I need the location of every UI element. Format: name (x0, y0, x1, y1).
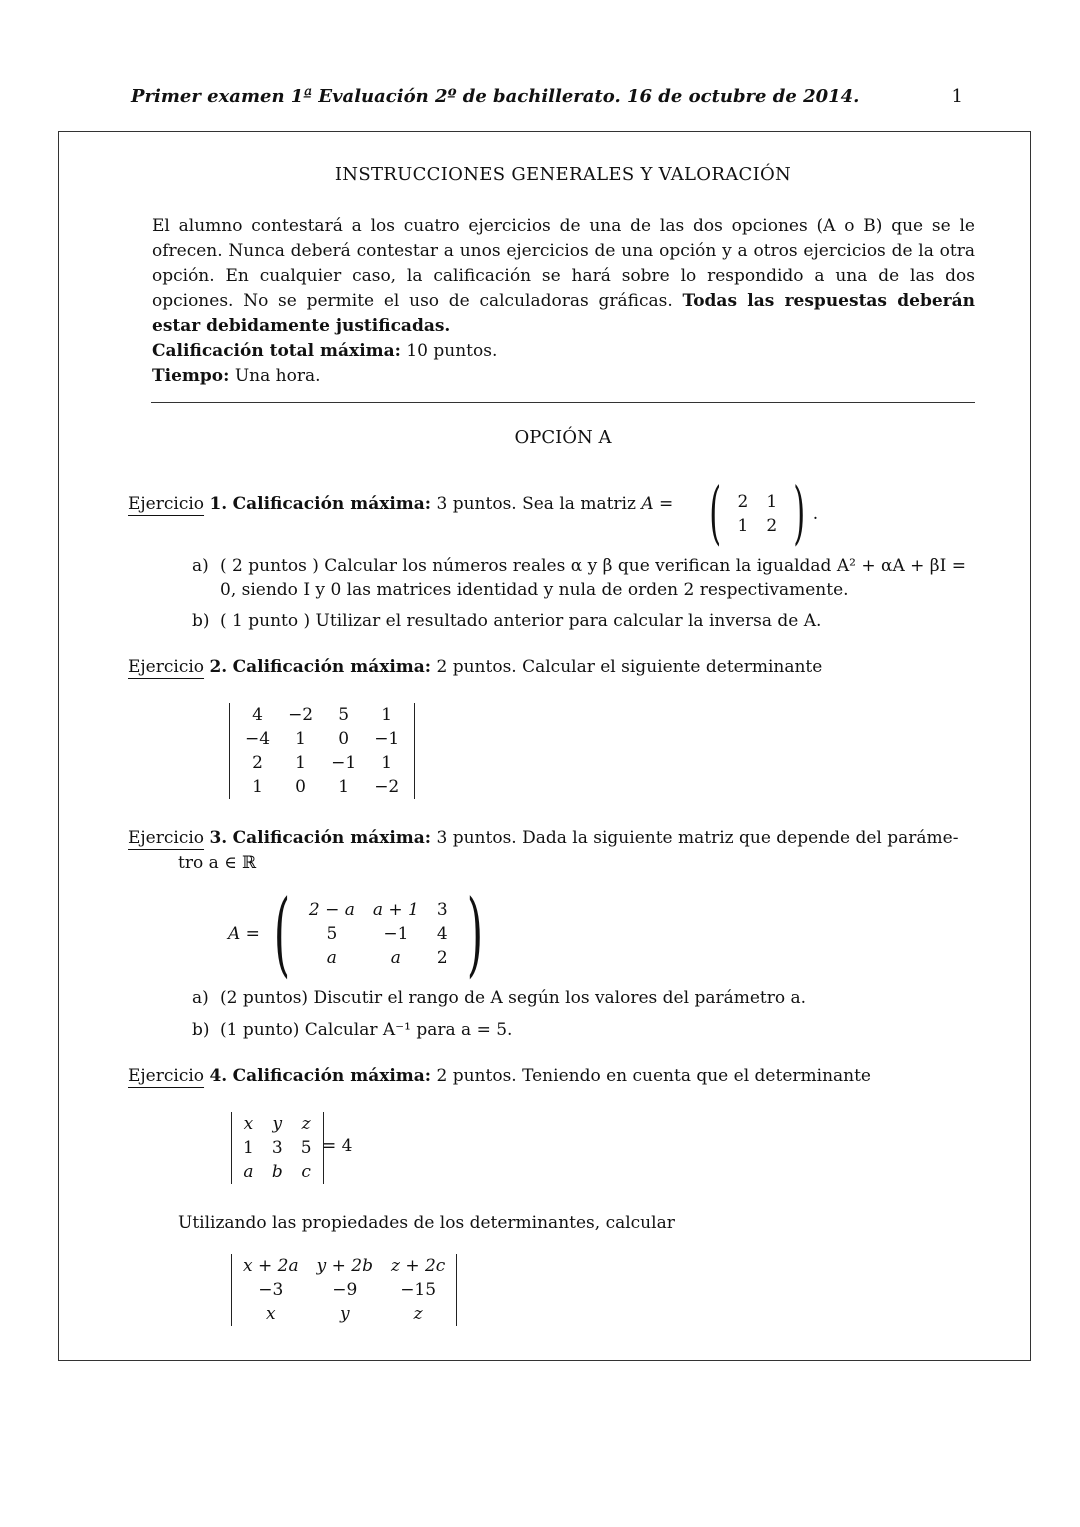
matrix-cell: 2 − a (308, 900, 355, 920)
matrix-cell: −9 (332, 1280, 358, 1300)
matrix-cell: 5 (338, 705, 350, 725)
matrix-cell: −1 (374, 729, 400, 749)
exercise-label: Ejercicio (128, 828, 205, 848)
matrix-cell: −2 (288, 705, 314, 725)
matrix-cell: a (390, 948, 401, 968)
matrix-cell: 3 (271, 1138, 283, 1158)
matrix-cell: 2 (737, 492, 749, 512)
exercise-2-heading (128, 657, 822, 677)
item-tag: a) (192, 988, 209, 1008)
left-paren: ( (273, 880, 290, 987)
exercise-statement: 3 puntos. Dada la siguiente matriz que depende del paráme- (436, 828, 959, 848)
right-paren: ) (793, 474, 806, 553)
matrix-cell: 2 (436, 948, 448, 968)
item-text: (1 punto) Calcular A⁻¹ para a = 5. (220, 1020, 513, 1040)
instructions-title: INSTRUCCIONES GENERALES Y VALORACIÓN (334, 164, 792, 185)
exercise-3-heading (128, 828, 958, 848)
matrix-cell: c (301, 1162, 311, 1182)
exercise-label: Ejercicio (128, 494, 205, 514)
period: . (812, 504, 819, 524)
page-header (131, 86, 963, 107)
matrix-cell: −15 (400, 1280, 437, 1300)
matrix-cell: 1 (252, 777, 263, 797)
option-title: OPCIÓN A (514, 427, 612, 448)
matrix-cell: a (243, 1162, 254, 1182)
matrix-cell: 1 (243, 1138, 254, 1158)
matrix-cell: 4 (436, 924, 448, 944)
matrix-cell: −3 (258, 1280, 284, 1300)
exercise-4-heading (128, 1066, 871, 1086)
matrix-cell: y (272, 1114, 283, 1134)
matrix-cell: 2 (766, 516, 778, 536)
exercise-number: 3. (209, 828, 228, 848)
matrix-cell: 3 (436, 900, 448, 920)
matrix-cell: 0 (295, 777, 306, 797)
matrix-cell: y + 2b (316, 1256, 373, 1276)
exercise-number: 1. (209, 494, 228, 514)
matrix-cell: 0 (338, 729, 350, 749)
exercise-label: Ejercicio (128, 657, 205, 677)
exercise-statement: 3 puntos. Sea la matriz (436, 494, 636, 514)
determinant-ex4 (231, 1112, 324, 1184)
item-text: ( 1 punto ) Utilizar el resultado anterior para calcular la inversa de A. (220, 611, 822, 631)
matrix-A-ex3 (228, 880, 493, 987)
instructions-block (152, 214, 975, 389)
item-tag: a) (192, 556, 209, 576)
exercise-1-heading (128, 494, 673, 514)
divider (151, 402, 975, 403)
matrix-cell: 4 (252, 705, 263, 725)
exercise-statement: 2 puntos. Teniendo en cuenta que el determinante (436, 1066, 871, 1086)
matrix-cell: x (243, 1114, 254, 1134)
matrix-cell: 2 (252, 753, 263, 773)
time-label: Tiempo: (152, 366, 230, 386)
matrix-A-ex1 (702, 474, 819, 553)
item-text: ( 2 puntos ) Calcular los números reales α y β que verifican la igualdad A² + αA + βI = 0, siendo I y 0 las matrices identidad y nula de orden 2 respectivamente. (220, 556, 966, 600)
exercise-1-item-a (192, 554, 977, 602)
determinant-value: = 4 (322, 1136, 353, 1156)
matrix-cell: a + 1 (372, 900, 419, 920)
exercise-number: 2. (209, 657, 228, 677)
matrix-cell: z (413, 1304, 423, 1324)
determinant-ex2 (229, 703, 415, 799)
max-label: Calificación máxima: (232, 657, 432, 677)
instructions-paragraph: El alumno contestará a los cuatro ejercicios de una de las dos opciones (A o B) que se le ofrecen. Nunca deberá contestar a unos ejercicios de una opción y a otros ejercicios de la otra opción. En cualquier caso, la calificación se hará sobre lo respondido a una de las dos opciones. No se permite el uso de calculadoras gráficas. (152, 216, 975, 311)
matrix-cell: 1 (295, 729, 306, 749)
right-paren: ) (466, 880, 483, 987)
exercise-1-item-b (192, 609, 977, 633)
matrix-cell: b (271, 1162, 283, 1182)
max-score-label: Calificación total máxima: (152, 341, 401, 361)
max-label: Calificación máxima: (232, 1066, 432, 1086)
matrix-cell: z (301, 1114, 311, 1134)
item-tag: b) (192, 611, 210, 631)
matrix-cell: 5 (326, 924, 338, 944)
matrix-cell: −1 (383, 924, 409, 944)
item-tag: b) (192, 1020, 210, 1040)
matrix-cell: a (326, 948, 337, 968)
matrix-cell: 1 (295, 753, 306, 773)
matrix-cell: 1 (766, 492, 778, 512)
max-label: Calificación máxima: (232, 828, 432, 848)
matrix-cell: −1 (331, 753, 357, 773)
header-title: Primer examen 1ª Evaluación 2º de bachillerato. 16 de octubre de 2014. (131, 86, 860, 107)
exercise-3-item-a (192, 986, 977, 1010)
exercise-statement: 2 puntos. Calcular el siguiente determinante (436, 657, 823, 677)
matrix-cell: z + 2c (390, 1256, 446, 1276)
exercise-3-statement-cont: tro a ∈ ℝ (178, 853, 257, 873)
matrix-cell: x + 2a (243, 1256, 299, 1276)
matrix-name: A = (641, 494, 674, 514)
matrix-cell: −4 (245, 729, 271, 749)
instructions-bold-note: Todas las respuestas deberán estar debidamente justificadas. (152, 291, 976, 336)
matrix-cell: y (339, 1304, 350, 1324)
time-value: Una hora. (234, 366, 321, 386)
determinant-ex4-target (231, 1254, 457, 1326)
item-text: (2 puntos) Discutir el rango de A según los valores del parámetro a. (220, 988, 807, 1008)
matrix-cell: 1 (381, 705, 393, 725)
matrix-cell: −2 (374, 777, 400, 797)
matrix-cell: 1 (338, 777, 350, 797)
exercise-label: Ejercicio (128, 1066, 205, 1086)
matrix-cell: 5 (300, 1138, 312, 1158)
exercise-3-item-b (192, 1018, 977, 1042)
exercise-4-middle-text: Utilizando las propiedades de los determinantes, calcular (178, 1213, 675, 1233)
max-label: Calificación máxima: (232, 494, 432, 514)
page-number: 1 (951, 86, 963, 107)
matrix-cell: 1 (381, 753, 393, 773)
left-paren: ( (709, 474, 722, 553)
matrix-name: A = (228, 924, 260, 944)
matrix-cell: x (266, 1304, 276, 1324)
exercise-number: 4. (209, 1066, 228, 1086)
matrix-cell: 1 (737, 516, 749, 536)
max-score-value: 10 puntos. (406, 341, 498, 361)
